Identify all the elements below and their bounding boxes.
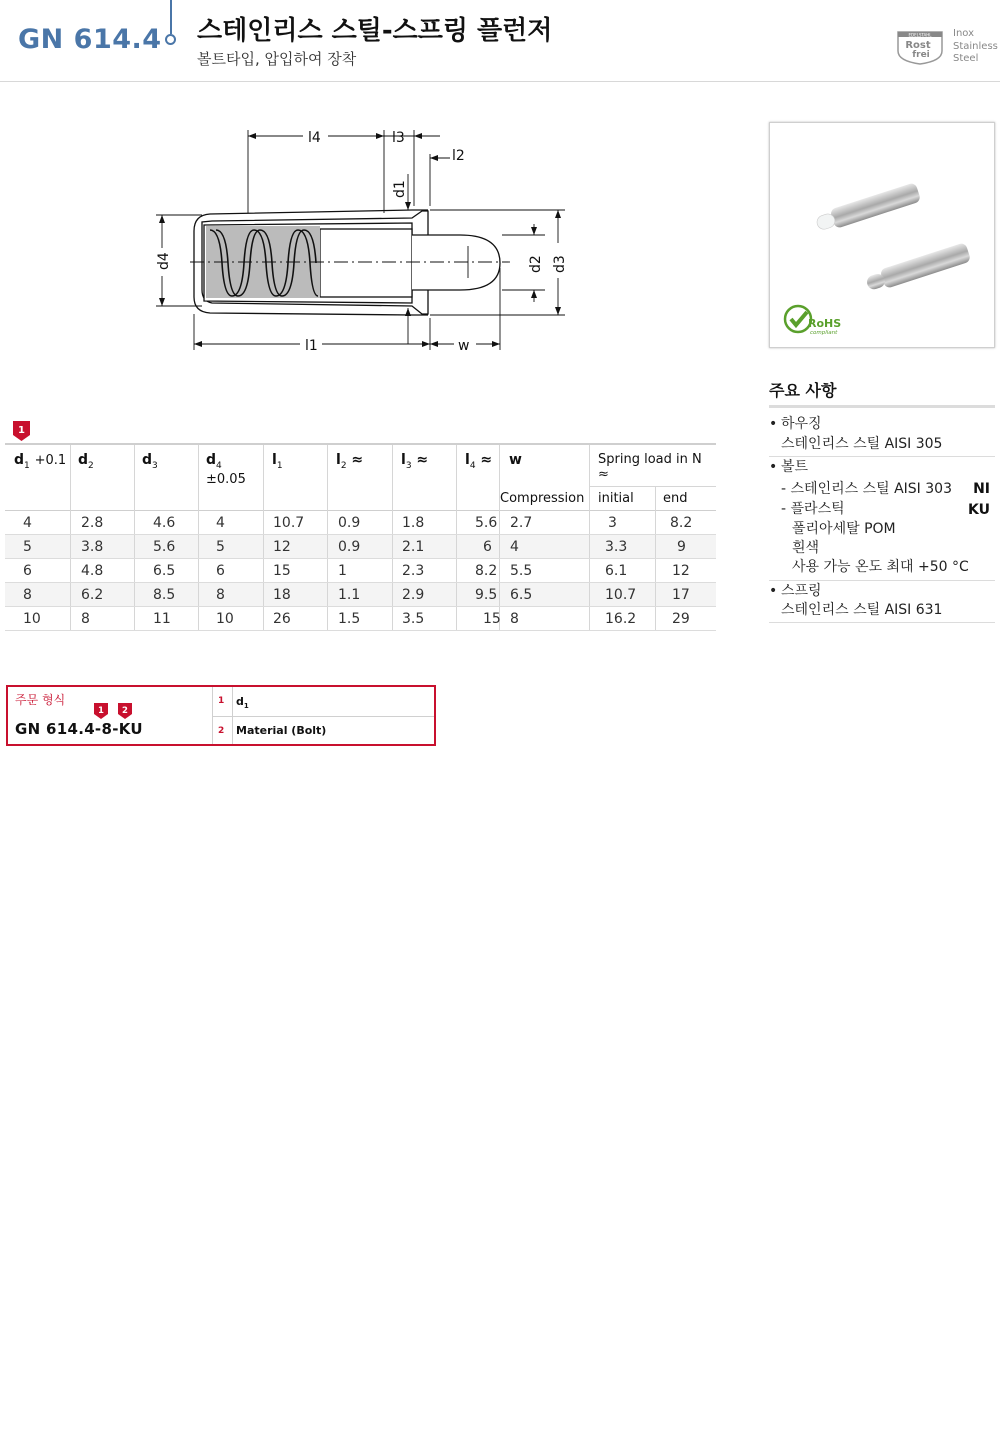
- column-divider: [70, 535, 71, 558]
- table-cell: 12: [273, 539, 291, 555]
- table-cell: 6: [23, 563, 32, 579]
- column-divider: [499, 559, 500, 582]
- table-cell: 11: [153, 611, 171, 627]
- table-cell: 18: [273, 587, 291, 603]
- table-row: [5, 511, 716, 535]
- feature-sub-item: - 스테인리스 스틸 AISI 303: [781, 481, 952, 497]
- dim-label-d4: d4: [156, 252, 172, 270]
- col-header-d3: $d_3$: [142, 452, 158, 471]
- column-divider: [198, 511, 199, 534]
- badge-line: Steel: [953, 53, 979, 64]
- feature-sub-detail: 흰색: [792, 540, 820, 556]
- column-divider: [655, 583, 656, 606]
- column-divider: [198, 559, 199, 582]
- feature-label: 스프링: [781, 583, 822, 599]
- column-divider: [134, 445, 135, 511]
- order-legend-num: 1: [218, 696, 225, 706]
- column-divider: [392, 535, 393, 558]
- bullet: •: [769, 583, 778, 599]
- table-cell: 8: [23, 587, 32, 603]
- table-cell: 2.1: [402, 539, 425, 555]
- column-divider: [134, 607, 135, 630]
- column-divider: [198, 583, 199, 606]
- column-divider: [134, 511, 135, 534]
- column-divider: [134, 583, 135, 606]
- shield-top-text: EDELSTAHL: [908, 32, 932, 38]
- column-divider: [392, 559, 393, 582]
- table-cell: 3.3: [605, 539, 628, 555]
- column-divider: [70, 559, 71, 582]
- column-divider: [589, 607, 590, 630]
- column-divider: [499, 583, 500, 606]
- col-header-d1: $d_1 +0.1$: [14, 452, 67, 471]
- table-cell: 6.5: [510, 587, 533, 603]
- table-cell: 1.1: [338, 587, 361, 603]
- table-cell: 6.5: [153, 563, 176, 579]
- table-cell: 4: [23, 515, 32, 531]
- column-divider: [70, 583, 71, 606]
- order-label: 주문 형식: [15, 693, 66, 707]
- feature-sub-code: NI: [973, 481, 990, 497]
- shield-sub-text: frei: [912, 50, 930, 60]
- dim-label-d1: d1: [392, 180, 408, 198]
- order-marker-2-icon: [118, 703, 132, 719]
- table-cell: 26: [273, 611, 291, 627]
- column-divider: [655, 607, 656, 630]
- feature-sub-text: 스테인리스 스틸 AISI 303: [790, 481, 952, 497]
- table-cell: 2.9: [402, 587, 425, 603]
- column-divider: [327, 559, 328, 582]
- column-divider: [134, 535, 135, 558]
- column-divider: [589, 583, 590, 606]
- table-cell: 12: [672, 563, 690, 579]
- column-divider: [456, 445, 457, 511]
- column-divider: [327, 607, 328, 630]
- order-marker-1-icon: [94, 703, 108, 719]
- column-divider: [263, 559, 264, 582]
- table-row: [5, 607, 716, 631]
- table-cell: 6.1: [605, 563, 628, 579]
- table-cell: 3: [608, 515, 617, 531]
- column-divider: [392, 511, 393, 534]
- table-cell: 0.9: [338, 515, 361, 531]
- column-divider: [263, 511, 264, 534]
- table-row: [5, 559, 716, 583]
- feature-bolt: [769, 458, 995, 580]
- column-divider: [327, 445, 328, 511]
- column-divider: [263, 583, 264, 606]
- dim-label-d2: d2: [528, 255, 544, 273]
- feature-sub-code: KU: [968, 502, 990, 518]
- feature-spring: [769, 582, 995, 622]
- table-cell: 8.2: [670, 515, 693, 531]
- table-cell: 6.2: [81, 587, 104, 603]
- table-cell: 5.5: [510, 563, 533, 579]
- badge-line: Stainless: [953, 40, 998, 52]
- feature-housing: [769, 415, 995, 455]
- column-divider: [655, 511, 656, 534]
- table-cell: 0.9: [338, 539, 361, 555]
- feature-sub-text: 플라스틱: [790, 501, 845, 517]
- column-divider: [327, 583, 328, 606]
- column-divider: [70, 511, 71, 534]
- page-title: 스테인리스 스틸-스프링 플런저: [197, 16, 553, 46]
- table-cell: 3.5: [402, 611, 425, 627]
- order-legend-text: Material (Bolt): [236, 724, 327, 737]
- shield-main-text: Rost: [905, 40, 931, 51]
- product-photo: [769, 122, 995, 348]
- feature-sub-item: - 플라스틱: [781, 501, 845, 517]
- column-divider: [499, 511, 500, 534]
- col-header-l3: $l_3$ ≈: [401, 452, 429, 471]
- table-cell: 10: [216, 611, 234, 627]
- feature-value: 스테인리스 스틸 AISI 305: [781, 436, 943, 452]
- column-divider: [198, 535, 199, 558]
- column-divider: [655, 559, 656, 582]
- column-divider: [134, 559, 135, 582]
- column-divider: [392, 607, 393, 630]
- table-cell: 5: [23, 539, 32, 555]
- header-divider-line: [170, 0, 172, 34]
- table-cell: 9.5: [475, 587, 498, 603]
- product-code: GN 614.4: [18, 24, 162, 55]
- column-divider: [263, 445, 264, 511]
- feature-label: 하우징: [781, 416, 822, 432]
- col-header-compression: Compression: [500, 491, 585, 506]
- col-header-end: end: [663, 491, 688, 506]
- features-divider: [769, 456, 995, 457]
- column-divider: [70, 607, 71, 630]
- table-row: [5, 583, 716, 607]
- table-marker-icon: [13, 421, 30, 441]
- table-cell: 17: [672, 587, 690, 603]
- table-cell: 1: [338, 563, 347, 579]
- material-badge-text: [953, 28, 998, 66]
- order-divider: [212, 716, 434, 717]
- column-divider: [456, 583, 457, 606]
- col-header-w: w: [509, 452, 522, 468]
- column-divider: [70, 445, 71, 511]
- table-cell: 1.5: [338, 611, 361, 627]
- dim-label-l2: l2: [452, 148, 465, 164]
- order-code: GN 614.4-8-KU: [15, 720, 143, 738]
- svg-text:1: 1: [98, 706, 104, 716]
- feature-label: 볼트: [781, 459, 809, 475]
- column-divider: [263, 535, 264, 558]
- table-cell: 5: [216, 539, 225, 555]
- table-cell: 4.6: [153, 515, 176, 531]
- table-cell: 4.8: [81, 563, 104, 579]
- table-cell: 6: [483, 539, 492, 555]
- table-cell: 8: [216, 587, 225, 603]
- column-divider: [392, 583, 393, 606]
- rostfrei-shield-icon: [896, 29, 944, 65]
- bullet: •: [769, 416, 778, 432]
- col-header-d2: $d_2$: [78, 452, 94, 471]
- table-cell: 29: [672, 611, 690, 627]
- col-header-spring-load: Spring load in N ≈: [598, 452, 702, 482]
- table-cell: 15: [273, 563, 291, 579]
- dim-label-l3: l3: [392, 130, 405, 146]
- table-cell: 15: [483, 611, 501, 627]
- column-divider: [327, 511, 328, 534]
- table-cell: 8: [510, 611, 519, 627]
- svg-text:2: 2: [122, 706, 128, 716]
- column-divider: [456, 511, 457, 534]
- feature-sub-detail: 사용 가능 온도 최대 +50 °C: [792, 559, 969, 575]
- feature-value: 스테인리스 스틸 AISI 631: [781, 602, 943, 618]
- table-cell: 16.2: [605, 611, 637, 627]
- rohs-text: RoHS: [808, 317, 842, 330]
- table-cell: 10: [23, 611, 41, 627]
- col-header-d4: $d_4$ ±0.05: [206, 452, 246, 487]
- table-cell: 5.6: [475, 515, 498, 531]
- column-divider: [456, 607, 457, 630]
- column-divider: [198, 445, 199, 511]
- spring-plunger-image: [770, 123, 994, 347]
- rohs-sub-text: compliant: [810, 330, 838, 336]
- table-cell: 5.6: [153, 539, 176, 555]
- col-header-l4: $l_4$ ≈: [465, 452, 493, 471]
- column-divider: [589, 445, 590, 511]
- column-divider: [392, 445, 393, 511]
- col-header-l1: $l_1$: [272, 452, 283, 471]
- features-rule: [769, 405, 995, 408]
- page-header: [0, 0, 1000, 82]
- dim-label-l4: l4: [308, 130, 321, 146]
- order-legend-num: 2: [218, 726, 225, 736]
- rohs-logo: [785, 306, 841, 336]
- features-divider: [769, 580, 995, 581]
- dim-label-l1: l1: [305, 338, 318, 354]
- table-cell: 1.8: [402, 515, 425, 531]
- column-divider: [327, 535, 328, 558]
- badge-line: Inox: [953, 28, 975, 39]
- table-cell: 2.3: [402, 563, 425, 579]
- column-divider: [499, 535, 500, 558]
- bullet: •: [769, 459, 778, 475]
- features-divider: [769, 622, 995, 623]
- column-divider: [589, 535, 590, 558]
- features-title: 주요 사항: [769, 381, 837, 400]
- feature-sub-detail: 폴리아세탈 POM: [792, 521, 896, 537]
- dim-label-d3: d3: [552, 255, 568, 273]
- column-divider: [655, 535, 656, 558]
- order-legend-text: $d_1$: [236, 695, 249, 711]
- order-example-box: [6, 685, 436, 746]
- header-sub-divider: [589, 486, 716, 487]
- table-cell: 10.7: [273, 515, 305, 531]
- table-cell: 10.7: [605, 587, 637, 603]
- table-header-row: [5, 443, 716, 511]
- column-divider: [198, 607, 199, 630]
- col-header-initial: initial: [598, 491, 634, 506]
- dim-label-w: w: [458, 338, 470, 354]
- table-cell: 8.5: [153, 587, 176, 603]
- technical-drawing: [150, 118, 590, 368]
- table-cell: 4: [510, 539, 519, 555]
- column-divider: [456, 535, 457, 558]
- column-divider: [589, 511, 590, 534]
- col-header-l2: $l_2$ ≈: [336, 452, 364, 471]
- table-cell: 6: [216, 563, 225, 579]
- column-divider: [655, 487, 656, 511]
- header-divider-dot: [165, 34, 176, 45]
- table-cell: 2.8: [81, 515, 104, 531]
- table-row: [5, 535, 716, 559]
- column-divider: [456, 559, 457, 582]
- page-subtitle: 볼트타입, 압입하여 장착: [197, 50, 357, 68]
- table-cell: 4: [216, 515, 225, 531]
- column-divider: [263, 607, 264, 630]
- table-cell: 8: [81, 611, 90, 627]
- table-marker-text: 1: [18, 425, 25, 436]
- table-cell: 3.8: [81, 539, 104, 555]
- table-cell: 2.7: [510, 515, 533, 531]
- table-cell: 8.2: [475, 563, 498, 579]
- table-cell: 9: [677, 539, 686, 555]
- column-divider: [589, 559, 590, 582]
